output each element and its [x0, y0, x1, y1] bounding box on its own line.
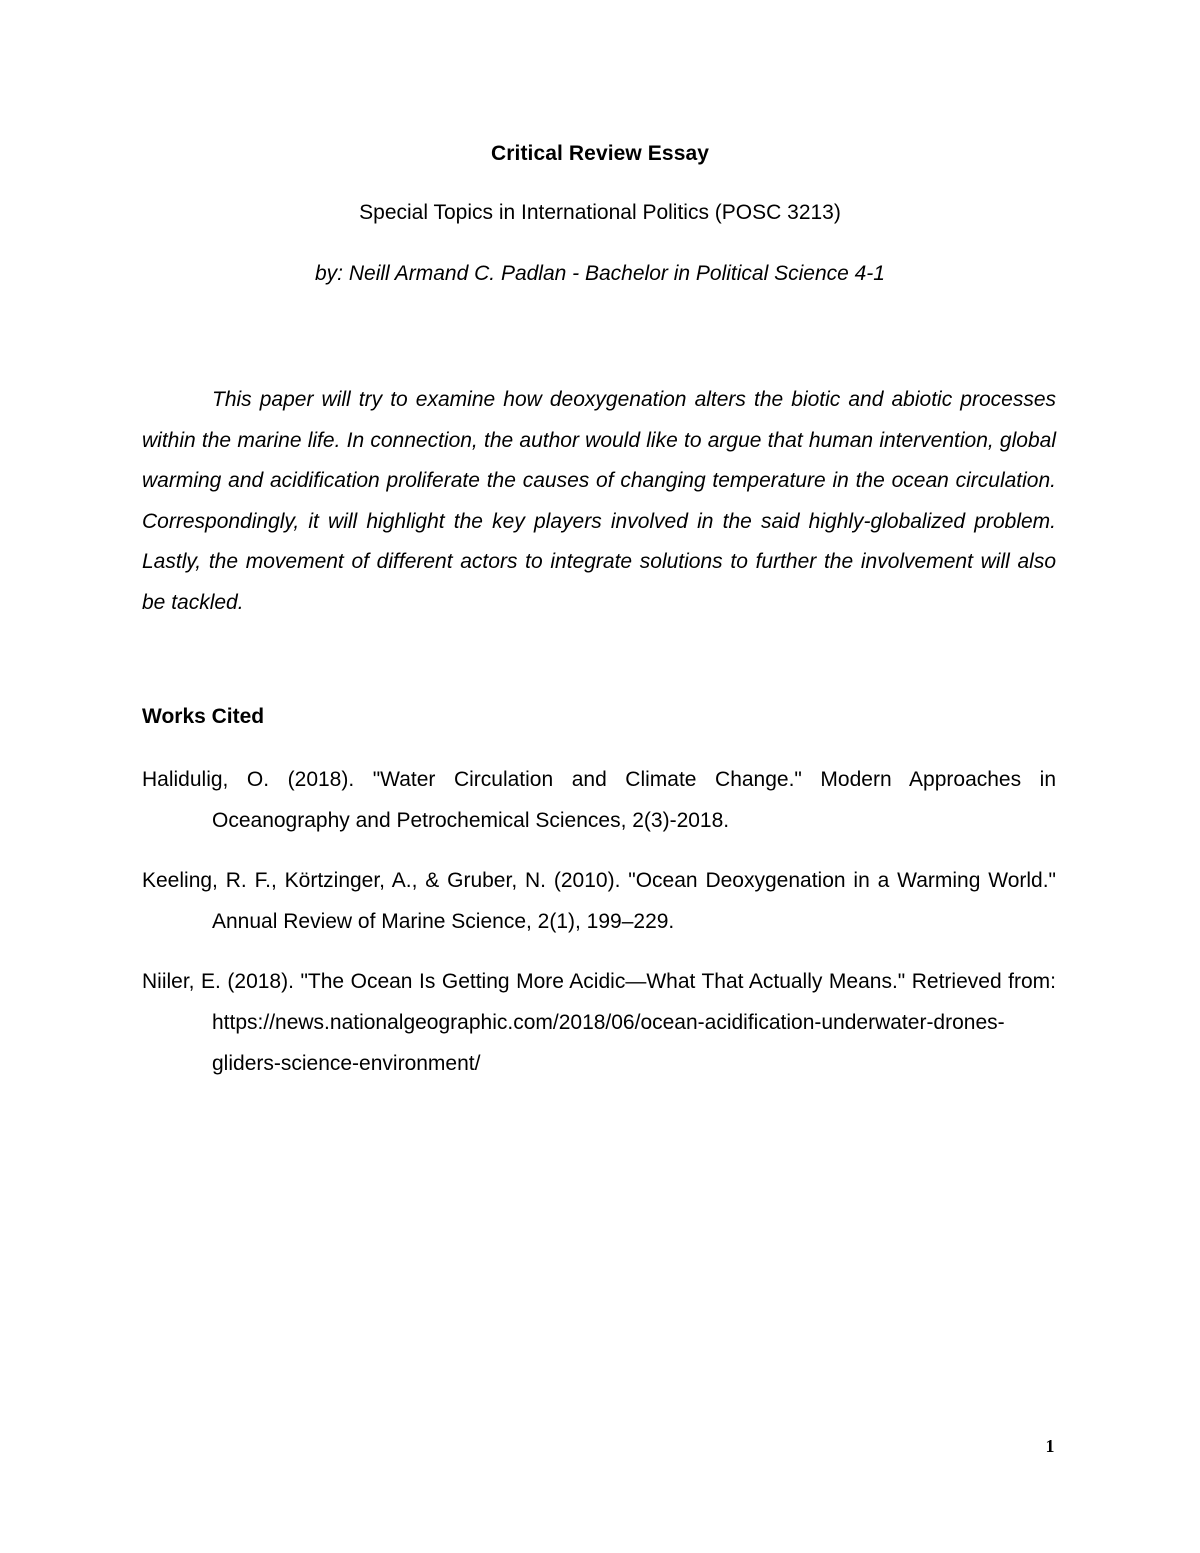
essay-title: Critical Review Essay: [490, 142, 710, 165]
course-subtitle: Special Topics in International Politics (POSC 3213): [359, 201, 841, 224]
page-number: 1: [1045, 1436, 1055, 1456]
reference-item: Keeling, R. F., Körtzinger, A., & Gruber, N. (2010). "Ocean Deoxygenation in a Warming World." Annual Review of Marine Science, 2(1), 199–229.: [142, 869, 1056, 933]
reference-item: Niiler, E. (2018). "The Ocean Is Getting More Acidic—What That Actually Means." Retrieved from: https://news.nationalgeographic.com/2018/06/ocean-acidification-underwater-drones-gliders-science-environment/: [142, 970, 1056, 1075]
reference-item: Halidulig, O. (2018). "Water Circulation and Climate Change." Modern Approaches in Oceanography and Petrochemical Sciences, 2(3)-2018.: [142, 768, 1056, 832]
abstract-paragraph: This paper will try to examine how deoxygenation alters the biotic and abiotic processes within the marine life. In connection, the author would like to argue that human intervention, global warming and acidification proliferate the causes of changing temperature in the ocean circulation. Correspondingly, it will highlight the key players involved in the said highly-globalized problem. Lastly, the movement of different actors to integrate solutions to further the involvement will also be tackled.: [142, 388, 1056, 614]
works-cited-heading: Works Cited: [142, 705, 265, 728]
author-byline: by: Neill Armand C. Padlan - Bachelor in Political Science 4-1: [315, 262, 885, 285]
works-cited-list: [142, 760, 1056, 1104]
